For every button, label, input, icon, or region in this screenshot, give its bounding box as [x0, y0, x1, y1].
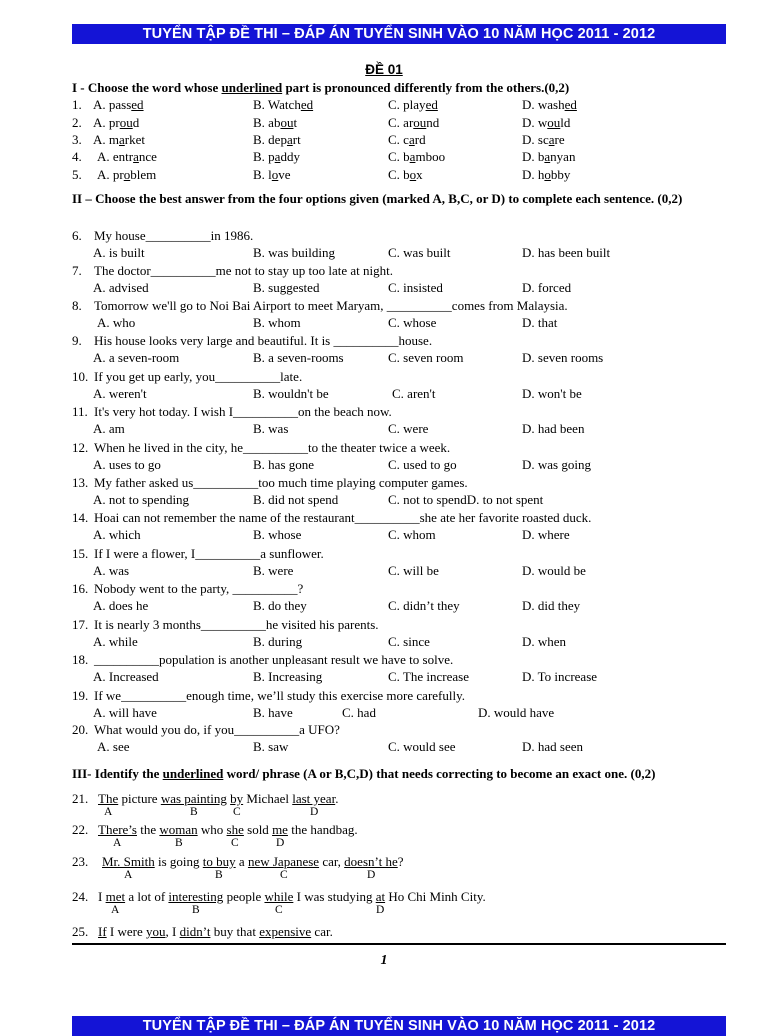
underlined-part: interesting [168, 889, 224, 904]
question-number: 25. [72, 924, 89, 939]
question-22 [72, 822, 358, 838]
option-a: A. was [93, 563, 130, 578]
answer-label-d: D [376, 904, 385, 916]
question-number: 24. [72, 889, 89, 904]
option-b: B. a seven-rooms [253, 350, 344, 365]
underlined-part: by [230, 791, 244, 806]
question-18 [72, 652, 453, 668]
option-d: D. scare [522, 132, 565, 147]
question-number: 3. [72, 132, 82, 147]
answer-label-c: C [231, 837, 239, 849]
underlined-part: was painting [160, 791, 227, 806]
answer-label-a: A [111, 904, 120, 916]
question-text: My father asked us__________too much time playing computer games. [94, 475, 468, 490]
question-text: It is nearly 3 months__________he visited his parents. [94, 617, 379, 632]
option-d: D. had seen [522, 739, 584, 754]
question-text: His house looks very large and beautiful. It is __________house. [94, 333, 433, 348]
question-23 [72, 854, 404, 870]
underlined-part: woman [159, 822, 198, 837]
option-a: A. does he [93, 598, 149, 613]
option-c: C. used to go [388, 457, 457, 472]
question-text: If you get up early, you__________late. [94, 369, 303, 384]
question-text: The doctor__________me not to stay up too late at night. [94, 263, 393, 278]
underlined-part: expensive [259, 924, 312, 939]
option-c: C. not to spendD. to not spent [388, 492, 544, 507]
header-banner: TUYỂN TẬP ĐỀ THI – ĐÁP ÁN TUYỂN SINH VÀO 10 NĂM HỌC 2011 - 2012 [72, 24, 726, 44]
question-text: buy that [210, 924, 260, 939]
answer-label-b: B [192, 904, 200, 916]
option-a: A. Increased [93, 669, 159, 684]
answer-label-c: C [280, 869, 288, 881]
underlined-part: doesn’t he [344, 854, 398, 869]
option-c: C. box [388, 167, 423, 182]
question-9 [72, 333, 432, 349]
question-12 [72, 440, 450, 456]
option-d: D. To increase [522, 669, 598, 684]
question-text: Michael [243, 791, 293, 806]
option-d: D. seven rooms [522, 350, 604, 365]
option-c: C. since [388, 634, 430, 649]
option-d: D. did they [522, 598, 581, 613]
question-text: If I were a flower, I__________a sunflower. [94, 546, 324, 561]
question-text: picture [118, 791, 161, 806]
question-text: What would you do, if you__________a UFO? [94, 722, 340, 737]
option-a: A. is built [93, 245, 145, 260]
question-text: Ho Chi Minh City. [385, 889, 486, 904]
question-11 [72, 404, 392, 420]
question-16 [72, 581, 303, 597]
option-c: C. aren't [392, 386, 436, 401]
question-24 [72, 889, 486, 905]
question-number: 23. [72, 854, 89, 869]
option-b: B. Increasing [253, 669, 323, 684]
underlined-part: she [226, 822, 244, 837]
question-text: My house__________in 1986. [94, 228, 254, 243]
question-text: Hoai can not remember the name of the restaurant__________she ate her favorite roasted duck. [94, 510, 592, 525]
question-text: I [98, 889, 106, 904]
question-number: 6. [72, 228, 82, 243]
section-3-heading: III- Identify the underlined word/ phrase (A or B,C,D) that needs correcting to become an exact one. (0,2) [72, 766, 656, 781]
question-text: It's very hot today. I wish I__________on the beach now. [94, 404, 392, 419]
question-text: ? [397, 854, 404, 869]
option-d: D. won't be [522, 386, 582, 401]
option-c: C. whose [388, 315, 437, 330]
question-number: 15. [72, 546, 89, 561]
question-number: 21. [72, 791, 89, 806]
option-c: C. would see [388, 739, 456, 754]
option-d: D. washed [522, 97, 577, 112]
underlined-part: new Japanese [247, 854, 320, 869]
footer-rule [72, 943, 726, 945]
question-text: car. [311, 924, 333, 939]
option-a: A. uses to go [93, 457, 161, 472]
question-text: car, [319, 854, 345, 869]
option-a: A. not to spending [93, 492, 190, 507]
question-19 [72, 688, 465, 704]
question-text: the [136, 822, 160, 837]
option-c: C. whom [388, 527, 436, 542]
section-2-heading: II – Choose the best answer from the four options given (marked A, B,C, or D) to complete each sentence. (0,2) [72, 191, 683, 206]
underlined-part: met [105, 889, 126, 904]
question-17 [72, 617, 379, 633]
option-c: C. card [388, 132, 426, 147]
option-a: A. entrance [97, 149, 157, 164]
underlined-part: If [98, 924, 107, 939]
option-b: B. whose [253, 527, 302, 542]
question-text: , I [165, 924, 180, 939]
answer-label-c: C [275, 904, 283, 916]
answer-label-d: D [276, 837, 285, 849]
underlined-part: didn’t [179, 924, 211, 939]
underlined-part: last year [292, 791, 336, 806]
option-c: C. seven room [388, 350, 464, 365]
option-d: D. banyan [522, 149, 576, 164]
question-10 [72, 369, 302, 385]
option-a: A. advised [93, 280, 149, 295]
option-b: B. whom [253, 315, 301, 330]
question-number: 17. [72, 617, 89, 632]
option-b: B. have [253, 705, 293, 720]
question-number: 20. [72, 722, 89, 737]
underlined-part: you [146, 924, 166, 939]
option-d: D. has been built [522, 245, 611, 260]
question-20 [72, 722, 340, 738]
question-text: I were [106, 924, 147, 939]
answer-label-a: A [113, 837, 122, 849]
question-text: I was studying [293, 889, 376, 904]
question-text: who [197, 822, 227, 837]
question-number: 11. [72, 404, 88, 419]
option-a: A. passed [93, 97, 144, 112]
question-text: sold [243, 822, 273, 837]
option-a: A. while [93, 634, 138, 649]
underlined-part: There’s [98, 822, 137, 837]
option-c: C. was built [388, 245, 451, 260]
question-text: __________population is another unpleasant result we have to solve. [94, 652, 454, 667]
option-b: B. depart [253, 132, 301, 147]
option-c: C. had [342, 705, 376, 720]
option-b: B. did not spend [253, 492, 339, 507]
question-number: 19. [72, 688, 89, 703]
option-c: C. bamboo [388, 149, 446, 164]
option-a: A. who [97, 315, 136, 330]
exam-title: ĐỀ 01 [365, 62, 403, 77]
question-number: 22. [72, 822, 89, 837]
option-b: B. love [253, 167, 291, 182]
option-c: C. were [388, 421, 429, 436]
option-d: D. would be [522, 563, 586, 578]
underlined-part: The [98, 791, 119, 806]
option-d: D. that [522, 315, 558, 330]
option-b: B. during [253, 634, 303, 649]
question-number: 8. [72, 298, 82, 313]
question-number: 13. [72, 475, 89, 490]
option-b: B. Watched [253, 97, 314, 112]
question-text: the handbag. [287, 822, 358, 837]
question-number: 10. [72, 369, 89, 384]
option-b: B. paddy [253, 149, 300, 164]
question-number: 14. [72, 510, 89, 525]
option-b: B. has gone [253, 457, 315, 472]
answer-label-d: D [367, 869, 376, 881]
question-13 [72, 475, 468, 491]
question-number: 9. [72, 333, 82, 348]
option-a: A. weren't [93, 386, 147, 401]
question-number: 5. [72, 167, 82, 182]
footer-banner: TUYỂN TẬP ĐỀ THI – ĐÁP ÁN TUYỂN SINH VÀO 10 NĂM HỌC 2011 - 2012 [72, 1016, 726, 1036]
question-text: Nobody went to the party, __________? [94, 581, 304, 596]
question-15 [72, 546, 324, 562]
option-b: B. suggested [253, 280, 320, 295]
question-text: a lot of [125, 889, 169, 904]
question-number: 2. [72, 115, 82, 130]
answer-label-c: C [233, 806, 241, 818]
option-b: B. about [253, 115, 298, 130]
option-c: C. will be [388, 563, 439, 578]
underlined-part: me [272, 822, 288, 837]
option-c: C. The increase [388, 669, 469, 684]
question-text: people [223, 889, 265, 904]
option-b: B. was [253, 421, 289, 436]
question-14 [72, 510, 591, 526]
underlined-part: to buy [202, 854, 236, 869]
option-b: B. were [253, 563, 294, 578]
question-number: 16. [72, 581, 89, 596]
option-a: A. a seven-room [93, 350, 180, 365]
question-text: . [335, 791, 339, 806]
option-c: C. didn’t they [388, 598, 460, 613]
option-b: B. do they [253, 598, 307, 613]
question-text: If we__________enough time, we’ll study this exercise more carefully. [94, 688, 465, 703]
question-6 [72, 228, 253, 244]
option-d: D. would have [478, 705, 555, 720]
option-d: D. when [522, 634, 567, 649]
question-number: 1. [72, 97, 82, 112]
option-a: A. am [93, 421, 125, 436]
option-a: A. which [93, 527, 141, 542]
answer-label-a: A [104, 806, 113, 818]
question-number: 12. [72, 440, 89, 455]
option-d: D. hobby [522, 167, 571, 182]
option-d: D. had been [522, 421, 585, 436]
option-d: D. forced [522, 280, 572, 295]
underlined-part: while [264, 889, 294, 904]
option-b: B. was building [253, 245, 335, 260]
section-1-heading: I - Choose the word whose underlined part is pronounced differently from the others.(0,2) [72, 80, 570, 95]
question-21 [72, 791, 338, 807]
option-d: D. was going [522, 457, 591, 472]
question-7 [72, 263, 393, 279]
question-25 [72, 924, 333, 940]
question-number: 18. [72, 652, 89, 667]
option-d: D. would [522, 115, 571, 130]
answer-label-a: A [124, 869, 133, 881]
answer-label-b: B [175, 837, 183, 849]
question-text: When he lived in the city, he__________to the theater twice a week. [94, 440, 451, 455]
option-c: C. played [388, 97, 438, 112]
question-8 [72, 298, 568, 314]
option-a: A. will have [93, 705, 157, 720]
question-text: a [235, 854, 248, 869]
option-a: A. proud [93, 115, 140, 130]
question-number: 7. [72, 263, 82, 278]
option-a: A. market [93, 132, 145, 147]
answer-label-b: B [215, 869, 223, 881]
answer-label-d: D [310, 806, 319, 818]
option-b: B. saw [253, 739, 289, 754]
underlined-part: at [375, 889, 386, 904]
question-number: 4. [72, 149, 82, 164]
question-text: is going [154, 854, 203, 869]
page-number: 1 [380, 953, 388, 968]
answer-label-b: B [190, 806, 198, 818]
underlined-part: Mr. Smith [102, 854, 155, 869]
option-d: D. where [522, 527, 570, 542]
question-text: Tomorrow we'll go to Noi Bai Airport to meet Maryam, __________comes from Malaysia. [94, 298, 568, 313]
option-c: C. insisted [388, 280, 443, 295]
option-b: B. wouldn't be [253, 386, 329, 401]
option-c: C. around [388, 115, 440, 130]
option-a: A. see [97, 739, 130, 754]
option-a: A. problem [97, 167, 157, 182]
